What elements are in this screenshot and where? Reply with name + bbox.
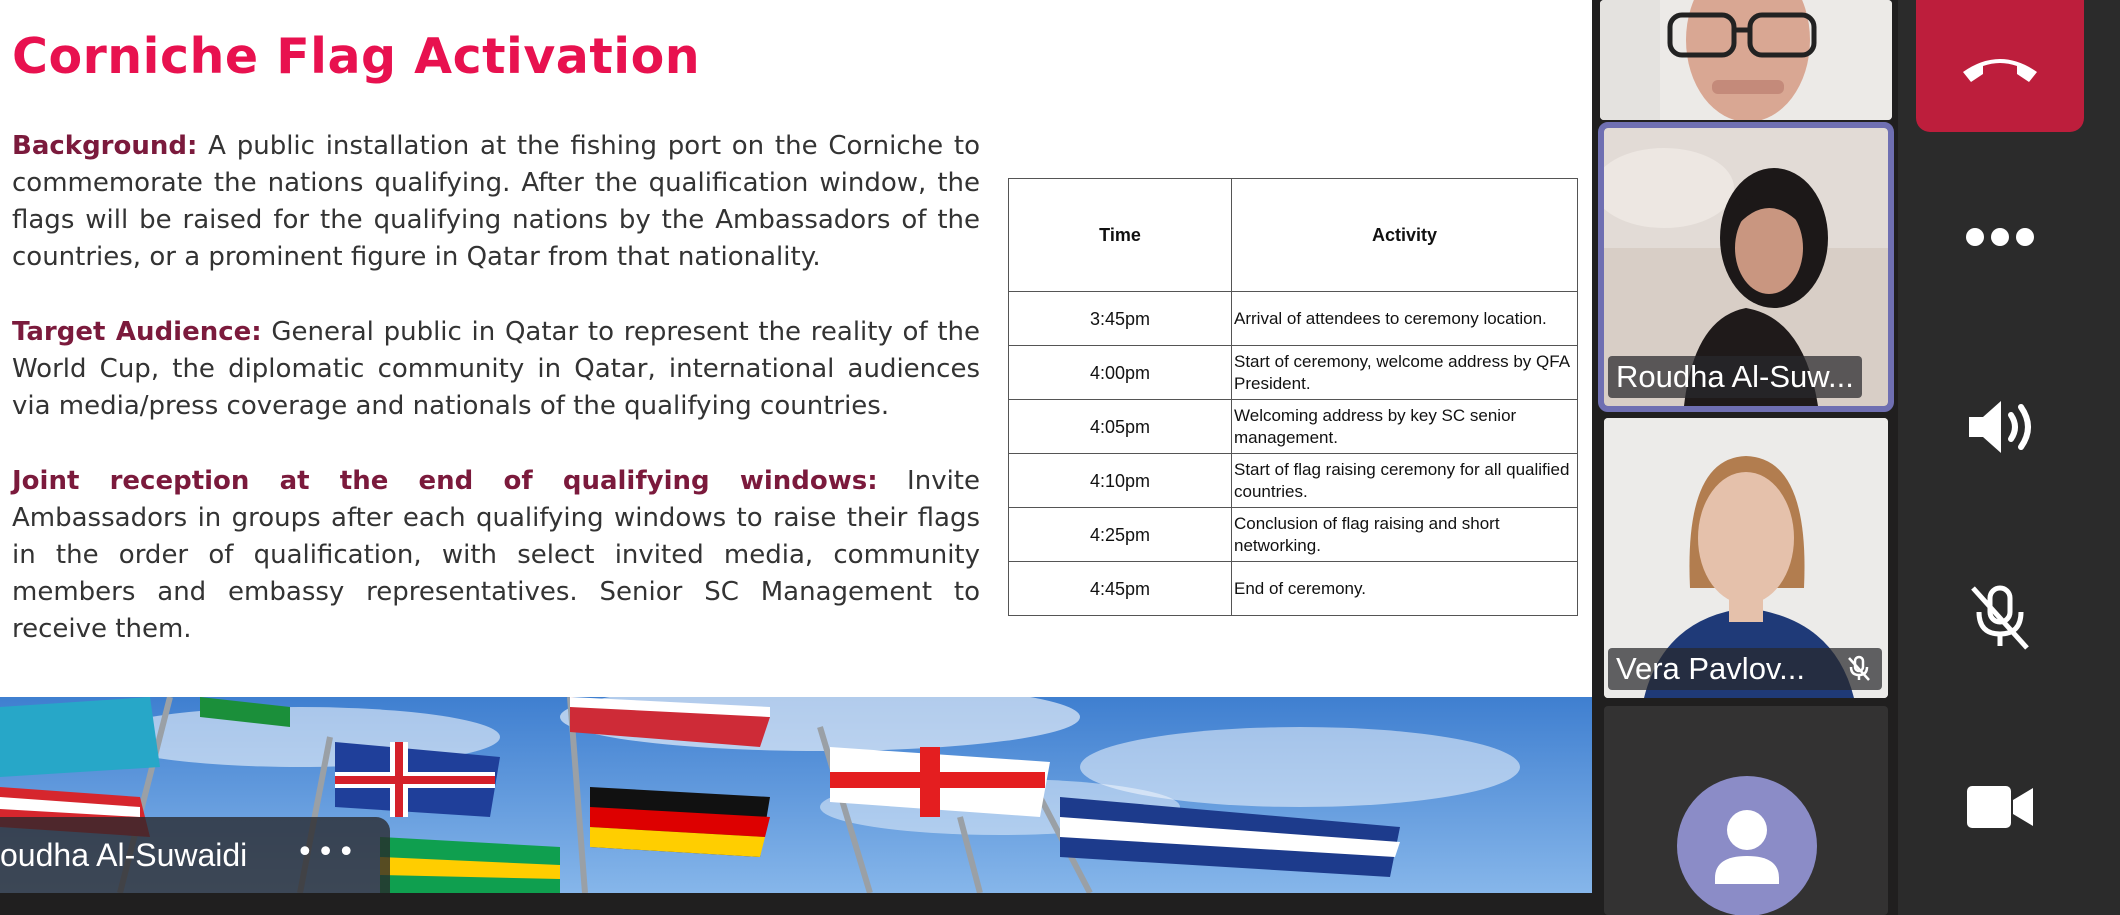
activity-cell: End of ceremony.: [1232, 562, 1578, 616]
speaker-icon: [1965, 397, 2035, 457]
time-cell: 4:00pm: [1009, 346, 1232, 400]
more-options-button[interactable]: [1916, 182, 2084, 292]
activity-header: Activity: [1232, 179, 1578, 292]
call-controls-rail: [1898, 0, 2120, 915]
table-row: [1009, 562, 1578, 616]
presenter-more-options-icon[interactable]: •••: [296, 835, 359, 870]
time-header: Time: [1009, 179, 1232, 292]
mic-muted-small-icon: [1844, 653, 1874, 683]
presenter-name: oudha Al-Suwaidi: [0, 837, 248, 873]
person-icon: [1677, 776, 1817, 915]
activity-cell: Welcoming address by key SC senior management.: [1232, 400, 1578, 454]
background-label: Background:: [12, 131, 198, 161]
participant-video-tile-3[interactable]: [1604, 418, 1888, 698]
audience-label: Target Audience:: [12, 317, 262, 347]
activity-cell: Arrival of attendees to ceremony location.: [1232, 292, 1578, 346]
activity-cell: Conclusion of flag raising and short networking.: [1232, 508, 1578, 562]
mic-muted-icon: [1965, 582, 2035, 652]
schedule-table: [1008, 178, 1578, 616]
participant-avatar: [1677, 776, 1817, 915]
more-options-icon: [1965, 227, 2035, 247]
audience-paragraph: [12, 314, 980, 425]
background-paragraph: [12, 128, 980, 276]
participant-name-vera: [1608, 648, 1882, 690]
presenter-label: [0, 817, 390, 893]
time-cell: 4:25pm: [1009, 508, 1232, 562]
activity-cell: Start of flag raising ceremony for all qualified countries.: [1232, 454, 1578, 508]
participant-video-tile-2[interactable]: [1604, 128, 1888, 406]
reception-label: Joint reception at the end of qualifying windows:: [12, 466, 878, 496]
time-cell: 3:45pm: [1009, 292, 1232, 346]
table-row: [1009, 346, 1578, 400]
reception-paragraph: [12, 463, 980, 648]
time-cell: 4:45pm: [1009, 562, 1232, 616]
mute-microphone-button[interactable]: [1916, 562, 2084, 672]
activity-cell: Start of ceremony, welcome address by QFA President.: [1232, 346, 1578, 400]
reception-text: Invite Ambassadors in groups after each qualifying windows to raise their flags in the order of qualification, with select invited media, community members and embassy representatives. Senior SC Management to receive them.: [12, 466, 980, 644]
table-row: [1009, 400, 1578, 454]
audience-text: General public in Qatar to represent the reality of the World Cup, the diplomatic community in Qatar, international audiences via media/press coverage and nationals of the qualifying countries.: [12, 317, 981, 421]
hang-up-button[interactable]: [1916, 0, 2084, 132]
slide-title: Corniche Flag Activation: [12, 28, 701, 85]
slide-body: [12, 128, 980, 686]
camera-toggle-button[interactable]: [1916, 752, 2084, 862]
participant-avatar-tile[interactable]: [1604, 706, 1888, 915]
table-header-row: [1009, 179, 1578, 292]
participant-name-vera-text: Vera Pavlov...: [1616, 651, 1805, 686]
time-cell: 4:05pm: [1009, 400, 1232, 454]
video-bottom-strip: [0, 893, 1592, 915]
participant-video-tile-1[interactable]: [1600, 0, 1892, 120]
hang-up-icon: [1955, 46, 2045, 86]
background-text: A public installation at the fishing port on the Corniche to commemorate the nations qualifying. After the qualification window, the flags will be raised for the qualifying nations by the Ambassadors of the countries, or a prominent figure in Qatar from that nationality.: [12, 131, 980, 272]
speaker-button[interactable]: [1916, 372, 2084, 482]
participant-name-roudha: Roudha Al-Suw...: [1608, 356, 1862, 398]
time-cell: 4:10pm: [1009, 454, 1232, 508]
table-row: [1009, 508, 1578, 562]
video-camera-icon: [1965, 782, 2035, 832]
table-row: [1009, 454, 1578, 508]
table-row: [1009, 292, 1578, 346]
